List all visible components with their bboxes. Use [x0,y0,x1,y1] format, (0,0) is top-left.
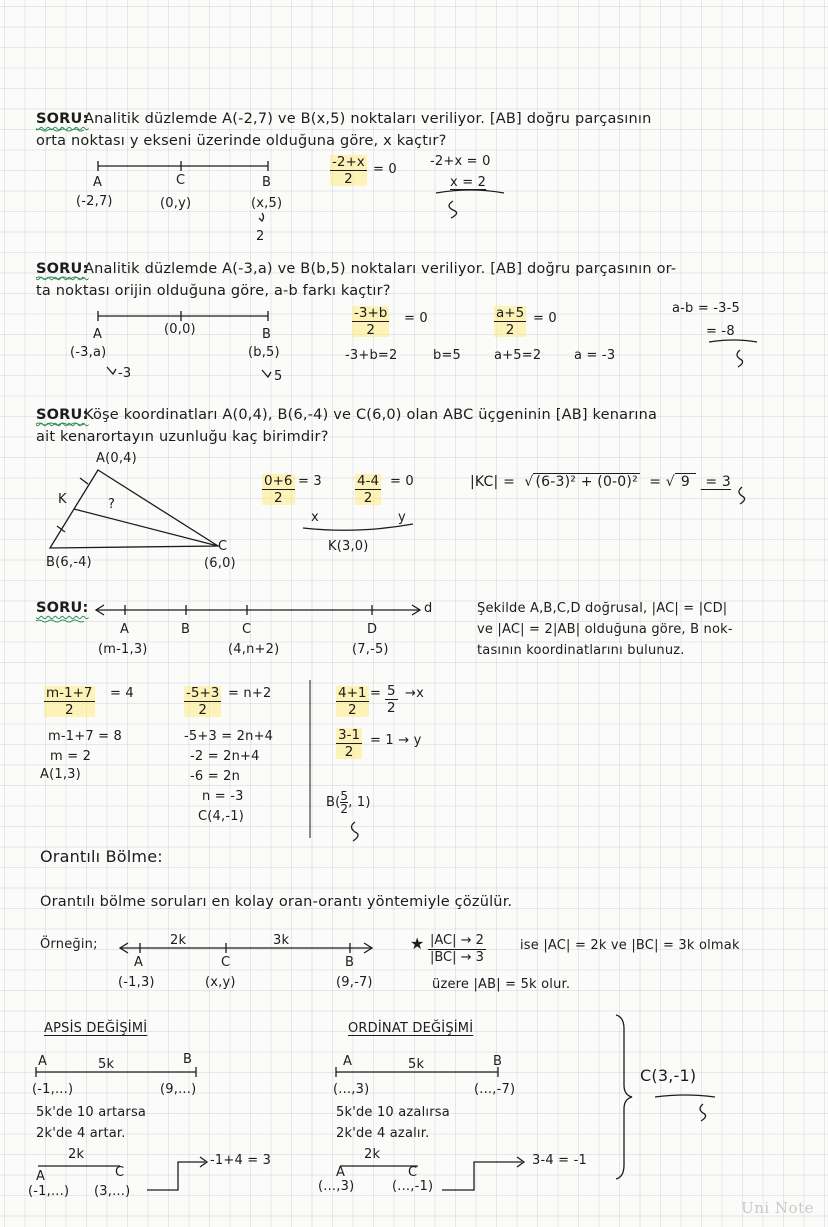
q4-col3-eq-x: = [370,686,382,701]
apsis-title: APSİS DEĞİŞİMİ [44,1021,148,1036]
q1-coord-c: (0,y) [160,196,192,211]
q4-text-line1: Şekilde A,B,C,D doğrusal, |AC| = |CD| [477,601,728,616]
ordinat-point-a2: A [336,1165,346,1180]
q4-col3-result: B( 5 2 , 1) [326,789,371,816]
q4-col1-step1: m-1+7 = 8 [48,729,123,744]
q4-col2-step4: n = -3 [202,789,244,804]
q3-text-line1: Köşe koordinatları A(0,4), B(6,-4) ve C(6,0) olan ABC üçgeninin [AB] kenarına [84,407,658,423]
q4-col1-step2: m = 2 [50,749,92,764]
q3-label: SORU: [36,407,89,423]
q3-vertex-a: A(0,4) [96,451,137,466]
section-intro: Orantılı bölme soruları en kolay oran-orantı yöntemiyle çözülür. [40,894,513,910]
q4-point-d: D [367,622,378,637]
ordinat-coord-b: (...,-7) [474,1082,516,1097]
q3-triangle [50,470,218,548]
apsis-point-b: B [183,1052,193,1067]
q3-fraction2-eq: = 0 [390,474,414,489]
q1-arrow-result: 2 [256,229,265,244]
apsis-point-a: A [38,1054,48,1069]
ordinat-coord-a: (...,3) [333,1082,370,1097]
q2-answer-line2: = -8 [706,324,735,339]
q3-fraction2: $\frac{4-4}{2}$ [357,473,380,507]
q3-vertex-k: K [58,492,67,507]
q2-fraction2-eq: = 0 [533,311,557,326]
q3-distance: |KC| = √ (6-3)² + (0-0)² = √ 9 = 3 [470,474,732,490]
q1-point-c: C [176,173,186,188]
apsis-point-c2: C [115,1165,125,1180]
q4-col2-step1: -5+3 = 2n+4 [184,729,274,744]
q4-col1-eq: = 4 [110,686,134,701]
q4-col3-result-x: $\frac{5}{2}$ [387,683,396,717]
ordinat-calc: 3-4 = -1 [532,1153,587,1168]
ordinat-line2: 2k'de 4 azalır. [336,1126,430,1141]
q4-col2-fraction: $\frac{-5+3}{2}$ [186,685,220,719]
apsis-line1: 5k'de 10 artarsa [36,1105,147,1120]
q2-fraction1-eq: = 0 [404,311,428,326]
q2-coord-c: (0,0) [164,322,196,337]
q3-var-x: x [311,510,319,525]
q3-unknown: ? [108,497,116,512]
q1-fraction: $\frac{-2+x}{2}$ [332,154,365,188]
q2-answer-line1: a-b = -3-5 [672,301,740,316]
ordinat-point-b: B [493,1054,503,1069]
q4-col1-step3: A(1,3) [40,767,81,782]
q4-label: SORU: [36,600,89,616]
q2-step1: -3+b=2 [345,348,398,363]
q2-coord-b: (b,5) [248,345,280,360]
q4-col2-eq: = n+2 [228,686,272,701]
q2-step1-result: b=5 [433,348,462,363]
example-point-b: B [345,955,355,970]
ratio-fraction: $\frac{|AC| \to 2}{|BC| \to 3}$ [429,933,484,965]
apsis-line2: 2k'de 4 artar. [36,1126,126,1141]
q3-median [74,509,218,546]
q4-line-label: d [424,601,433,616]
q4-col3-fraction-y: $\frac{3-1}{2}$ [338,727,361,761]
example-point-c: C [221,955,231,970]
q4-col2-step5: C(4,-1) [198,809,244,824]
ordinat-coord-c2: (...,-1) [392,1179,434,1194]
q2-point-a: A [93,327,103,342]
q4-col1-fraction: $\frac{m-1+7}{2}$ [46,685,93,719]
q4-col3-eq-y: = 1 → y [370,733,422,748]
apsis-seg2: 2k [68,1147,85,1162]
q4-col2-step2: -2 = 2n+4 [190,749,260,764]
q3-k-result: K(3,0) [328,539,369,554]
example-seg2: 3k [273,933,290,948]
example-label: Örneğin; [40,937,98,952]
apsis-coord-a2: (-1,...) [28,1184,70,1199]
example-coord-b: (9,-7) [336,975,373,990]
q3-coord-c: (6,0) [204,556,236,571]
q1-fraction-eq: = 0 [373,162,397,177]
q1-coord-a: (-2,7) [76,194,113,209]
q4-text-line3: tasının koordinatlarını bulunuz. [477,643,685,658]
q1-point-b: B [262,175,272,190]
q3-fraction1: $\frac{0+6}{2}$ [264,473,293,507]
q2-fraction2: $\frac{a+5}{2}$ [496,305,525,339]
q4-coord-c: (4,n+2) [228,642,280,657]
q1-text-line2: orta noktası y ekseni üzerinde olduğuna göre, x kaçtır? [36,133,447,149]
q4-col3-fraction-x: $\frac{4+1}{2}$ [338,685,367,719]
q4-coord-a: (m-1,3) [98,642,148,657]
apsis-coord-c2: (3,...) [94,1184,131,1199]
ordinat-coord-a2: (...,3) [318,1179,355,1194]
ordinat-title: ORDİNAT DEĞİŞİMİ [348,1021,474,1036]
q2-point-b: B [262,327,272,342]
example-coord-a: (-1,3) [118,975,155,990]
q4-point-b: B [181,622,191,637]
q3-vertex-b: B(6,-4) [46,555,92,570]
star-icon: ★ [410,934,425,953]
q2-step2-result: a = -3 [574,348,616,363]
uninote-watermark: Uni Note [741,1199,814,1217]
apsis-point-a2: A [36,1169,46,1184]
q1-text-line1: Analitik düzlemde A(-2,7) ve B(x,5) noktaları veriliyor. [AB] doğru parçasının [84,111,652,127]
section-title: Orantılı Bölme: [40,847,163,866]
q1-point-a: A [93,175,103,190]
q2-text-line1: Analitik düzlemde A(-3,a) ve B(b,5) noktaları veriliyor. [AB] doğru parçasının or- [84,261,677,277]
q4-point-c: C [242,622,252,637]
final-result: C(3,-1) [640,1066,697,1085]
q4-col3-var-x: →x [405,686,424,701]
q3-vertex-c: C [218,539,228,554]
q1-coord-b: (x,5) [251,196,283,211]
apsis-seg: 5k [98,1057,115,1072]
q4-coord-d: (7,-5) [352,642,389,657]
ordinat-point-a: A [343,1054,353,1069]
q1-step2: x = 2 [450,175,487,190]
q3-text-line2: ait kenarortayın uzunluğu kaç birimdir? [36,429,329,445]
example-point-a: A [134,955,144,970]
q1-step1: -2+x = 0 [430,154,491,169]
q2-fraction1: $\frac{-3+b}{2}$ [354,305,388,339]
apsis-coord-b: (9,...) [160,1082,197,1097]
q2-label: SORU: [36,261,89,277]
ordinat-seg2: 2k [364,1147,381,1162]
q2-step2: a+5=2 [494,348,542,363]
q2-note-a: -3 [118,366,132,381]
ordinat-line1: 5k'de 10 azalırsa [336,1105,450,1120]
q1-label: SORU: [36,111,89,127]
ordinat-point-c2: C [408,1165,418,1180]
apsis-calc: -1+4 = 3 [210,1153,272,1168]
q2-coord-a: (-3,a) [70,345,107,360]
ratio-text: ise |AC| = 2k ve |BC| = 3k olmak [520,938,740,953]
q4-point-a: A [120,622,130,637]
q4-text-line2: ve |AC| = 2|AB| olduğuna göre, B nok- [477,622,733,637]
q3-var-y: y [398,510,406,525]
q2-note-b: 5 [274,369,283,384]
q4-col2-step3: -6 = 2n [190,769,241,784]
example-coord-c: (x,y) [205,975,236,990]
ordinat-seg: 5k [408,1057,425,1072]
ratio-text2: üzere |AB| = 5k olur. [432,977,571,992]
apsis-coord-a: (-1,...) [32,1082,74,1097]
q3-fraction1-eq: = 3 [298,474,322,489]
example-seg1: 2k [170,933,187,948]
q2-text-line2: ta noktası orijin olduğuna göre, a-b farkı kaçtır? [36,283,391,299]
